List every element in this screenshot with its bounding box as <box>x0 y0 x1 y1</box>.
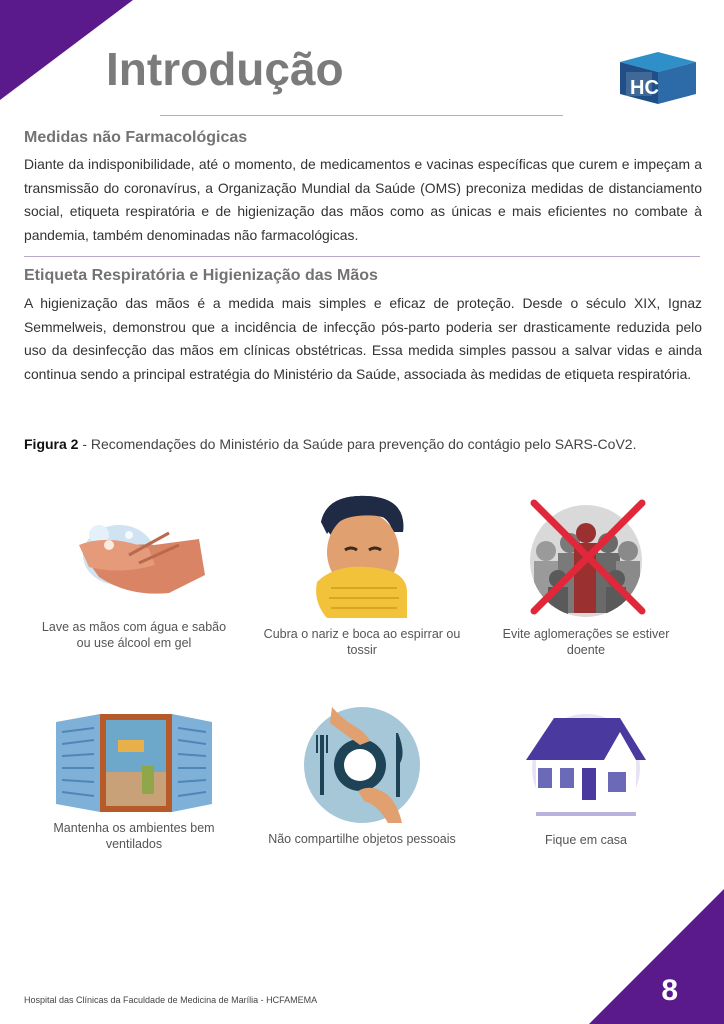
recommendation-text: Fique em casa <box>545 833 627 847</box>
recommendation-text: Cubra o nariz e boca ao espirrar ou tossir <box>263 627 461 657</box>
section-heading-non-pharma: Medidas não Farmacológicas <box>24 129 248 146</box>
house-icon <box>524 712 648 826</box>
cough-cover-icon <box>307 492 417 620</box>
section-body-non-pharma: Diante da indisponibilidade, até o momento, de medicamentos e vacinas específicas que curem e impeçam a transmissão do coronavírus, a Organização Mundial da Saúde (OMS) preconiza medidas de distanciamento social, etiqueta respiratória e de higienização das mãos como as únicas e mais eficientes no combate à pandemia, também denominadas não farmacológicas. <box>24 156 702 243</box>
recommendation-text: Lave as mãos com água e sabão ou use álcool em gel <box>41 620 227 650</box>
svg-text:HC: HC <box>630 77 659 99</box>
recommendation-card-no-sharing <box>262 705 462 847</box>
hand-washing-icon <box>59 505 209 613</box>
recommendation-card-cover-cough <box>262 492 462 658</box>
title-divider <box>160 115 563 116</box>
footer-text: Hospital das Clínicas da Faculdade de Medicina de Marília - HCFAMEMA <box>24 995 318 1005</box>
figure-label: Figura 2 <box>24 436 79 452</box>
recommendation-card-stay-home <box>486 712 686 848</box>
no-sharing-dishes-icon <box>302 705 422 825</box>
page-title: Introdução <box>106 43 344 95</box>
section-body-respiratory: A higienização das mãos é a medida mais simples e eficaz de proteção. Desde o século XIX, Ignaz Semmelweis, demonstrou que a incidência de infecção pós-parto poderia ser drasticamente reduzida pelo uso da desinfecção das mãos em clínicas obstétricas. Essa medida simples passou a salvar vidas e ainda continua sendo a principal estratégia do Ministério da Saúde, associada às medidas de etiqueta respiratória. <box>24 295 702 382</box>
recommendation-text: Não compartilhe objetos pessoais <box>268 832 456 846</box>
section-heading-respiratory: Etiqueta Respiratória e Higienização das Mãos <box>24 267 378 284</box>
recommendation-card-avoid-crowds <box>486 495 686 658</box>
no-crowd-icon <box>524 495 649 620</box>
recommendation-text: Evite aglomerações se estiver doente <box>502 627 670 657</box>
recommendation-card-ventilate <box>34 712 234 852</box>
section-divider <box>24 256 700 257</box>
figure-caption-text: - Recomendações do Ministério da Saúde para prevenção do contágio pelo SARS-CoV2. <box>78 436 637 452</box>
figure-caption <box>24 436 636 452</box>
hcfamema-logo <box>616 48 700 106</box>
recommendation-text: Mantenha os ambientes bem ventilados <box>53 821 215 851</box>
open-window-icon <box>54 712 214 814</box>
corner-decoration-bottom <box>589 889 724 1024</box>
recommendation-card-wash-hands <box>34 505 234 651</box>
page-number: 8 <box>661 974 678 1007</box>
